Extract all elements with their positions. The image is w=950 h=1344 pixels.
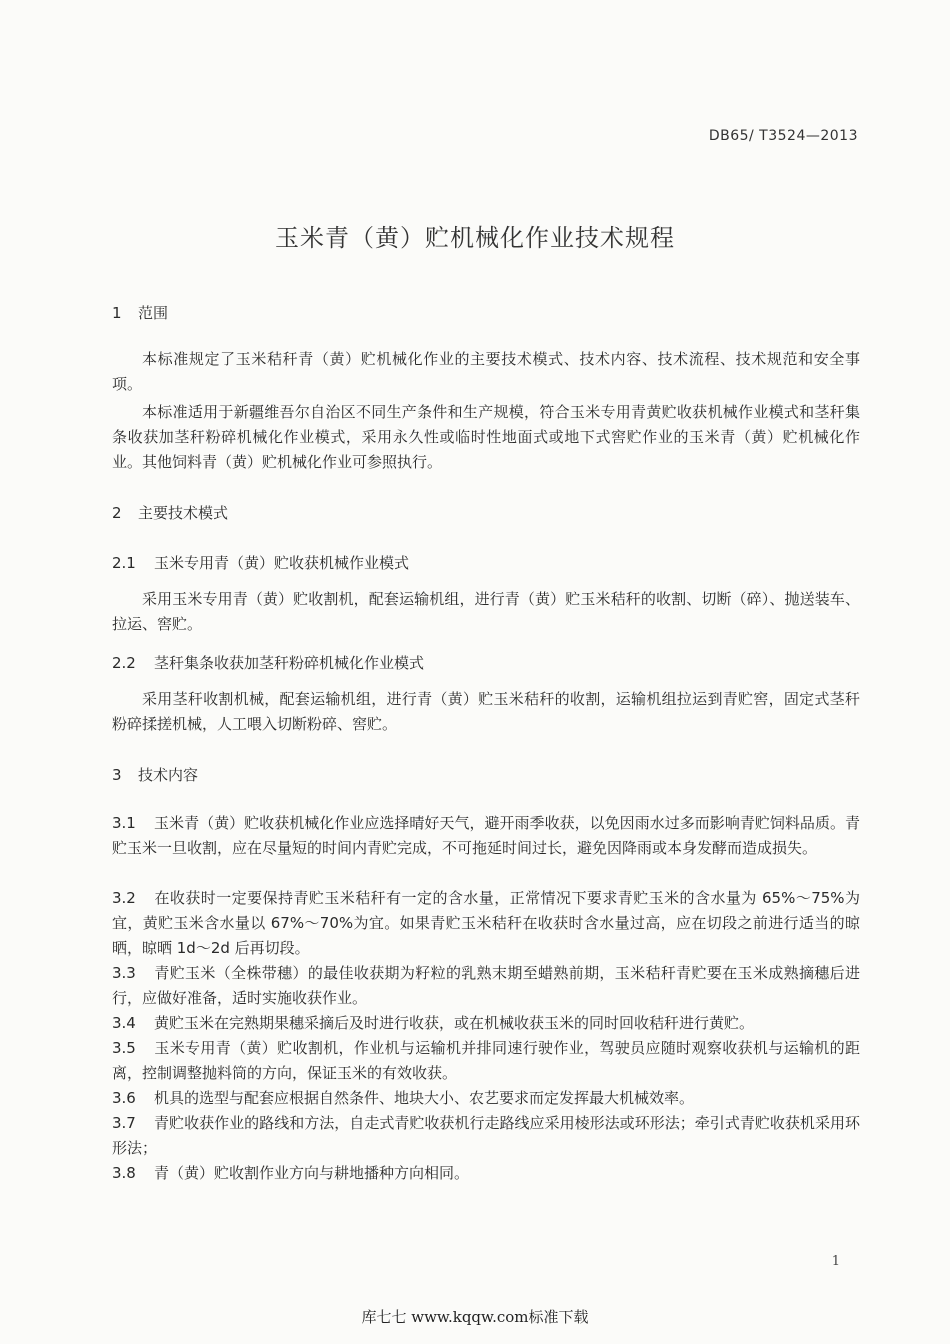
section-3-heading bbox=[112, 764, 198, 785]
subsection-title: 玉米专用青（黄）贮收获机械作业模式 bbox=[154, 554, 410, 572]
clause-number: 3.6 bbox=[112, 1089, 136, 1107]
clause-3-2 bbox=[112, 886, 860, 961]
clause-number: 3.7 bbox=[112, 1114, 136, 1132]
subsection-number: 2.1 bbox=[112, 554, 136, 572]
clause-text: 玉米专用青（黄）贮收割机，作业机与运输机并排同速行驶作业，驾驶员应随时观察收获机与运输机的距离，控制调整抛料筒的方向，保证玉米的有效收获。 bbox=[112, 1039, 860, 1082]
clause-text: 机具的选型与配套应根据自然条件、地块大小、农艺要求而定发挥最大机械效率。 bbox=[154, 1089, 695, 1107]
subsection-title: 茎秆集条收获加茎秆粉碎机械化作业模式 bbox=[154, 654, 425, 672]
clause-number: 3.1 bbox=[112, 814, 136, 832]
clause-3-4 bbox=[112, 1011, 860, 1036]
subsection-2-2-heading bbox=[112, 652, 424, 673]
section-2-heading bbox=[112, 502, 228, 523]
section-title: 范围 bbox=[138, 304, 169, 322]
section-number: 1 bbox=[112, 304, 122, 322]
section-1-heading bbox=[112, 302, 168, 323]
subsection-2-1-paragraph: 采用玉米专用青（黄）贮收割机，配套运输机组，进行青（黄）贮玉米秸秆的收割、切断（碎）、抛送装车、拉运、窖贮。 bbox=[112, 590, 860, 633]
standard-code: DB65/ T3524—2013 bbox=[708, 128, 858, 144]
clause-3-8 bbox=[112, 1161, 860, 1186]
clause-number: 3.2 bbox=[112, 889, 136, 907]
clause-text: 在收获时一定要保持青贮玉米秸秆有一定的含水量，正常情况下要求青贮玉米的含水量为 65%～75%为宜，黄贮玉米含水量以 67%～70%为宜。如果青贮玉米秸秆在收获时含水量过高，应在切段之前进行适当的晾晒，晾晒 1d～2d 后再切段。 bbox=[112, 889, 860, 957]
clause-3-7 bbox=[112, 1111, 860, 1161]
page-number: 1 bbox=[831, 1254, 840, 1269]
section-1-paragraph-2: 本标准适用于新疆维吾尔自治区不同生产条件和生产规模，符合玉米专用青黄贮收获机械作业模式和茎秆集条收获加茎秆粉碎机械化作业模式，采用永久性或临时性地面式或地下式窖贮作业的玉米青（黄）贮机械化作业。其他饲料青（黄）贮机械化作业可参照执行。 bbox=[112, 403, 860, 471]
clause-3-3 bbox=[112, 961, 860, 1011]
section-number: 2 bbox=[112, 504, 122, 522]
section-title: 主要技术模式 bbox=[138, 504, 229, 522]
clause-number: 3.8 bbox=[112, 1164, 136, 1182]
watermark: 库七七 www.kqqw.com标准下载 bbox=[361, 1308, 589, 1326]
clause-number: 3.4 bbox=[112, 1014, 136, 1032]
clause-3-1 bbox=[112, 811, 860, 861]
clause-text: 青贮玉米（全株带穗）的最佳收获期为籽粒的乳熟末期至蜡熟前期，玉米秸秆青贮要在玉米成熟摘穗后进行，应做好准备，适时实施收获作业。 bbox=[112, 964, 860, 1007]
section-number: 3 bbox=[112, 766, 122, 784]
clause-text: 青（黄）贮收割作业方向与耕地播种方向相同。 bbox=[154, 1164, 470, 1182]
section-title: 技术内容 bbox=[138, 766, 199, 784]
subsection-2-2-paragraph: 采用茎秆收割机械，配套运输机组，进行青（黄）贮玉米秸秆的收割，运输机组拉运到青贮窖，固定式茎秆粉碎揉搓机械，人工喂入切断粉碎、窖贮。 bbox=[112, 690, 860, 733]
clause-number: 3.3 bbox=[112, 964, 136, 982]
clause-3-6 bbox=[112, 1086, 860, 1111]
section-1-paragraph-1: 本标准规定了玉米秸秆青（黄）贮机械化作业的主要技术模式、技术内容、技术流程、技术规范和安全事项。 bbox=[112, 350, 860, 393]
clause-3-5 bbox=[112, 1036, 860, 1086]
clause-text: 玉米青（黄）贮收获机械化作业应选择晴好天气，避开雨季收获，以免因雨水过多而影响青贮饲料品质。青贮玉米一旦收割，应在尽量短的时间内青贮完成，不可拖延时间过长，避免因降雨或本身发酵而造成损失。 bbox=[112, 814, 860, 857]
clause-text: 黄贮玉米在完熟期果穗采摘后及时进行收获，或在机械收获玉米的同时回收秸秆进行黄贮。 bbox=[154, 1014, 755, 1032]
clause-number: 3.5 bbox=[112, 1039, 136, 1057]
subsection-number: 2.2 bbox=[112, 654, 136, 672]
document-title: 玉米青（黄）贮机械化作业技术规程 bbox=[275, 224, 675, 252]
subsection-2-1-heading bbox=[112, 552, 409, 573]
clause-text: 青贮收获作业的路线和方法，自走式青贮收获机行走路线应采用棱形法或环形法；牵引式青贮收获机采用环形法； bbox=[112, 1114, 860, 1157]
